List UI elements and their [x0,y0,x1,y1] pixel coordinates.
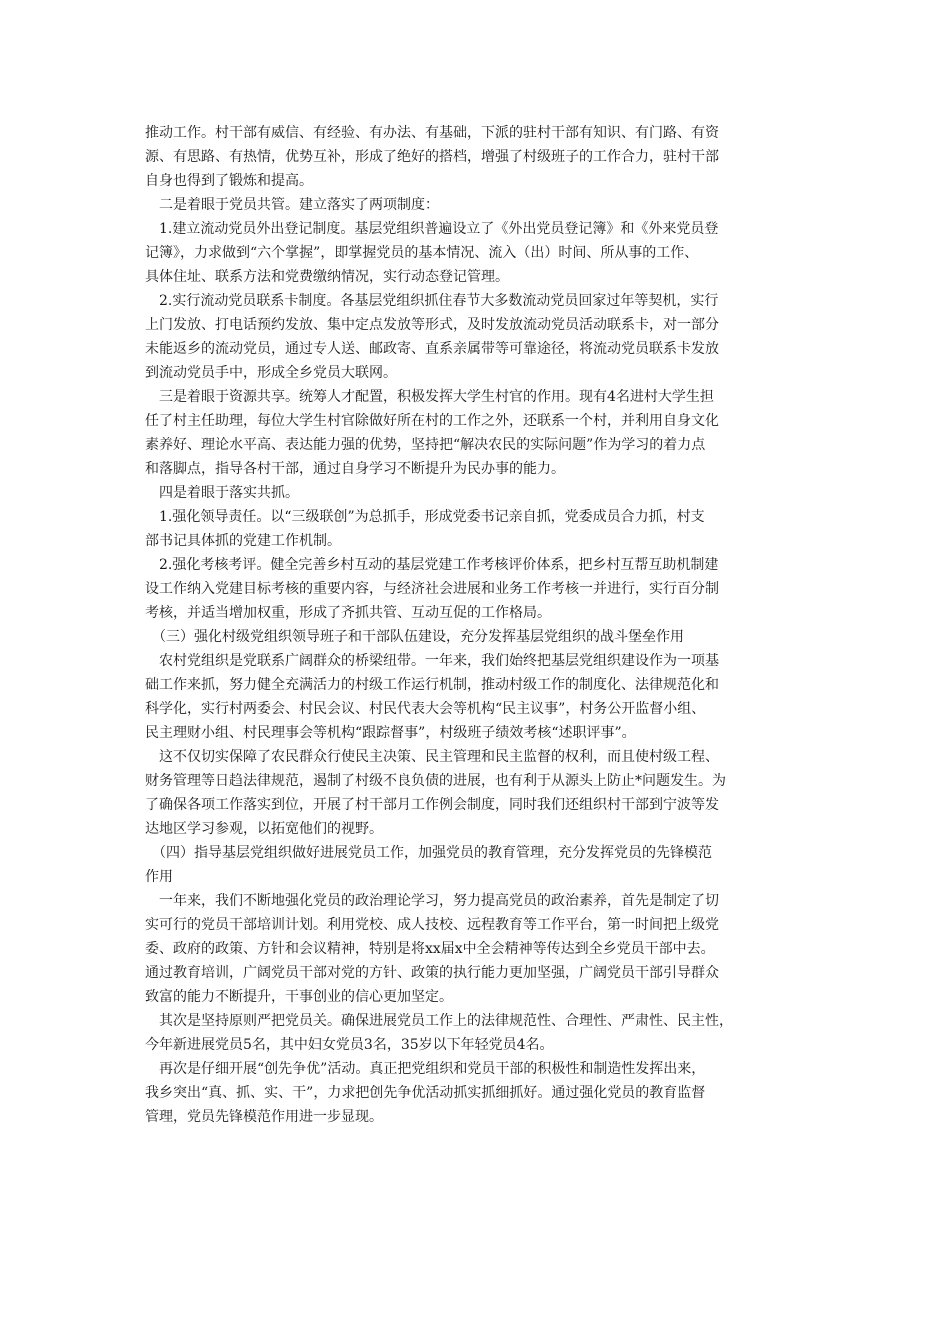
text-line: 了确保各项工作落实到位，开展了村干部月工作例会制度，同时我们还组织村干部到宁波等发 [145,797,719,813]
paragraph [145,1057,809,1129]
paragraph [145,889,809,1009]
text-line: 础工作来抓，努力健全充满活力的村级工作运行机制，推动村级工作的制度化、法律规范化和 [145,677,719,693]
text-line: 民主理财小组、村民理事会等机构“跟踪督事”，村级班子绩效考核“述职评事”。 [145,725,636,741]
text-line: 二是着眼于党员共管。建立落实了两项制度： [145,197,439,213]
text-line: 今年新进展党员5名，其中妇女党员3名，35岁以下年轻党员4名。 [145,1037,554,1053]
text-line: 2.强化考核考评。健全完善乡村互动的基层党建工作考核评价体系，把乡村互帮互助机制建 [145,557,719,573]
text-line: 其次是坚持原则严把党员关。确保进展党员工作上的法律规范性、合理性、严肃性、民主性， [145,1013,733,1029]
text-line: 具体住址、联系方法和党费缴纳情况，实行动态登记管理。 [145,269,509,285]
text-line: 推动工作。村干部有威信、有经验、有办法、有基础，下派的驻村干部有知识、有门路、有资 [145,125,719,141]
text-line: （三）强化村级党组织领导班子和干部队伍建设，充分发挥基层党组织的战斗堡垒作用 [145,629,684,645]
paragraph [145,121,809,193]
paragraph [145,481,809,505]
text-line: 一年来，我们不断地强化党员的政治理论学习，努力提高党员的政治素养，首先是制定了切 [145,893,719,909]
text-line: 我乡突出“真、抓、实、干”，力求把创先争优活动抓实抓细抓好。通过强化党员的教育监督 [145,1085,706,1101]
text-line: 到流动党员手中，形成全乡党员大联网。 [145,365,397,381]
text-line: 设工作纳入党建目标考核的重要内容，与经济社会进展和业务工作考核一并进行，实行百分制 [145,581,719,597]
text-line: 委、政府的政策、方针和会议精神，特别是将xx届x中全会精神等传达到全乡党员干部中去。 [145,941,715,957]
text-line: 通过教育培训，广阔党员干部对党的方针、政策的执行能力更加坚强，广阔党员干部引导群众 [145,965,719,981]
text-line: 再次是仔细开展“创先争优”活动。真正把党组织和党员干部的积极性和制造性发挥出来， [145,1061,706,1077]
text-line: 这不仅切实保障了农民群众行使民主决策、民主管理和民主监督的权利，而且使村级工程、 [145,749,719,765]
paragraph [145,553,809,625]
paragraph [145,193,809,217]
paragraph [145,385,809,481]
text-line: 四是着眼于落实共抓。 [145,485,299,501]
text-line: 1.强化领导责任。以“三级联创”为总抓手，形成党委书记亲自抓，党委成员合力抓，村支 [145,509,705,525]
text-line: 和落脚点，指导各村干部，通过自身学习不断提升为民办事的能力。 [145,461,565,477]
text-line: 实可行的党员干部培训计划。利用党校、成人技校、远程教育等工作平台，第一时间把上级党 [145,917,719,933]
paragraph [145,841,809,889]
text-line: 三是着眼于资源共享。统筹人才配置，积极发挥大学生村官的作用。现有4名进村大学生担 [145,389,714,405]
text-line: （四）指导基层党组织做好进展党员工作，加强党员的教育管理，充分发挥党员的先锋模范 [145,845,712,861]
text-line: 农村党组织是党联系广阔群众的桥梁纽带。一年来，我们始终把基层党组织建设作为一项基 [145,653,719,669]
text-line: 致富的能力不断提升，干事创业的信心更加坚定。 [145,989,453,1005]
text-line: 科学化，实行村两委会、村民会议、村民代表大会等机构“民主议事”，村务公开监督小组、 [145,701,706,717]
document-body [145,121,809,1129]
paragraph [145,289,809,385]
text-line: 财务管理等日趋法律规范，遏制了村级不良负债的进展，也有利于从源头上防止*问题发生。为 [145,773,726,789]
text-line: 上门发放、打电话预约发放、集中定点发放等形式，及时发放流动党员活动联系卡，对一部分 [145,317,719,333]
paragraph [145,1009,809,1057]
paragraph [145,505,809,553]
text-line: 未能返乡的流动党员，通过专人送、邮政寄、直系亲属带等可靠途径，将流动党员联系卡发放 [145,341,719,357]
text-line: 考核，并适当增加权重，形成了齐抓共管、互动互促的工作格局。 [145,605,551,621]
text-line: 达地区学习参观，以拓宽他们的视野。 [145,821,383,837]
text-line: 源、有思路、有热情，优势互补，形成了绝好的搭档，增强了村级班子的工作合力，驻村干部 [145,149,719,165]
text-line: 2.实行流动党员联系卡制度。各基层党组织抓住春节大多数流动党员回家过年等契机，实行 [145,293,719,309]
paragraph [145,649,809,745]
text-line: 作用 [145,869,173,885]
paragraph [145,745,809,841]
text-line: 1.建立流动党员外出登记制度。基层党组织普遍设立了《外出党员登记簿》和《外来党员登 [145,221,719,237]
paragraph [145,625,809,649]
text-line: 自身也得到了锻炼和提高。 [145,173,313,189]
text-line: 素养好、理论水平高、表达能力强的优势，坚持把“解决农民的实际问题”作为学习的着力点 [145,437,706,453]
paragraph [145,217,809,289]
text-line: 管理，党员先锋模范作用进一步显现。 [145,1109,383,1125]
text-line: 部书记具体抓的党建工作机制。 [145,533,341,549]
text-line: 任了村主任助理，每位大学生村官除做好所在村的工作之外，还联系一个村，并利用自身文化 [145,413,719,429]
text-line: 记簿》，力求做到“六个掌握”，即掌握党员的基本情况、流入（出）时间、所从事的工作、 [145,245,699,261]
